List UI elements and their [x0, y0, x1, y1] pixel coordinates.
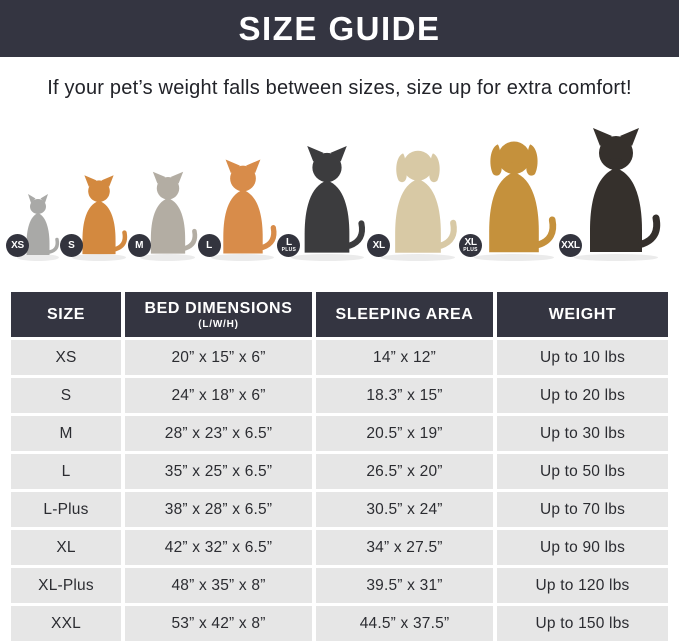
golden-retriever-image	[463, 132, 562, 258]
size-badge-xl: XL	[367, 234, 390, 257]
cell-sleeping-area: 39.5” x 31”	[316, 568, 493, 603]
border-collie-image	[281, 144, 370, 258]
pomeranian-image	[67, 174, 131, 258]
cell-bed-dimensions: 20” x 15” x 6”	[125, 340, 312, 375]
cat-image	[13, 192, 63, 258]
cell-sleeping-area: 14” x 12”	[316, 340, 493, 375]
cell-size: XL-Plus	[11, 568, 121, 603]
cell-size: M	[11, 416, 121, 451]
cell-bed-dimensions: 35” x 25” x 6.5”	[125, 454, 312, 489]
size-badge-xs: XS	[6, 234, 29, 257]
labrador-image	[374, 142, 462, 258]
cell-sleeping-area: 30.5” x 24”	[316, 492, 493, 527]
cell-bed-dimensions: 24” x 18” x 6”	[125, 378, 312, 413]
shiba-inu-image	[205, 158, 281, 258]
cell-bed-dimensions: 53” x 42” x 8”	[125, 606, 312, 641]
cell-weight: Up to 90 lbs	[497, 530, 668, 565]
size-badge-l: L	[198, 234, 221, 257]
cell-size: XS	[11, 340, 121, 375]
cell-size: XXL	[11, 606, 121, 641]
subtitle-text: If your pet’s weight falls between sizes, size up for extra comfort!	[47, 77, 632, 99]
cell-weight: Up to 150 lbs	[497, 606, 668, 641]
header-cell-weight: WEIGHT	[497, 292, 668, 337]
cell-weight: Up to 20 lbs	[497, 378, 668, 413]
cell-sleeping-area: 20.5” x 19”	[316, 416, 493, 451]
cell-bed-dimensions: 38” x 28” x 6.5”	[125, 492, 312, 527]
cell-size: XL	[11, 530, 121, 565]
header-banner	[0, 0, 679, 57]
dog-icon	[566, 126, 666, 258]
cell-sleeping-area: 44.5” x 37.5”	[316, 606, 493, 641]
cell-size: S	[11, 378, 121, 413]
cell-weight: Up to 50 lbs	[497, 454, 668, 489]
french-bulldog-image	[135, 170, 201, 258]
doberman-image	[561, 126, 666, 258]
pet-size-lineup	[0, 108, 679, 266]
header-cell-size: SIZE	[11, 292, 121, 337]
size-badge-s: S	[60, 234, 83, 257]
size-badge-m: M	[128, 234, 151, 257]
cell-weight: Up to 10 lbs	[497, 340, 668, 375]
header-cell-sleeping-area: SLEEPING AREA	[316, 292, 493, 337]
cell-sleeping-area: 26.5” x 20”	[316, 454, 493, 489]
cell-weight: Up to 70 lbs	[497, 492, 668, 527]
header-cell-bed-dimensions: BED DIMENSIONS (L/W/H)	[125, 292, 312, 337]
cell-size: L-Plus	[11, 492, 121, 527]
size-badge-xxl: XXL	[559, 234, 582, 257]
page-title: SIZE GUIDE	[238, 9, 441, 47]
cell-weight: Up to 30 lbs	[497, 416, 668, 451]
size-table	[11, 292, 668, 641]
cell-sleeping-area: 18.3” x 15”	[316, 378, 493, 413]
cell-bed-dimensions: 28” x 23” x 6.5”	[125, 416, 312, 451]
cell-sleeping-area: 34” x 27.5”	[316, 530, 493, 565]
cell-bed-dimensions: 48” x 35” x 8”	[125, 568, 312, 603]
size-badge-l-plus: L PLUS	[277, 234, 300, 257]
cell-size: L	[11, 454, 121, 489]
cell-bed-dimensions: 42” x 32” x 6.5”	[125, 530, 312, 565]
size-badge-xl-plus: XL PLUS	[459, 234, 482, 257]
cell-weight: Up to 120 lbs	[497, 568, 668, 603]
